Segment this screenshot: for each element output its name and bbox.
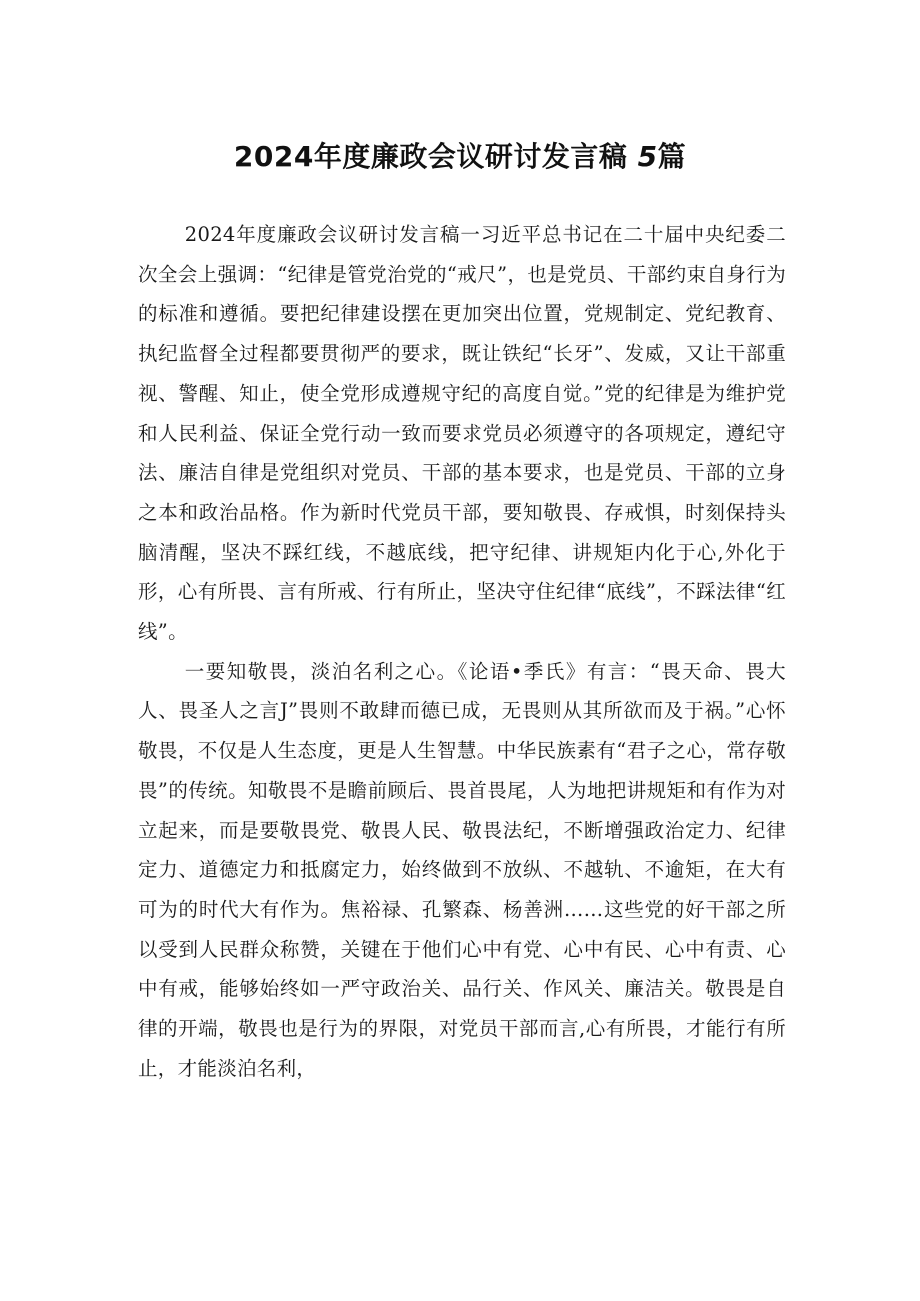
document-body bbox=[138, 215, 786, 1088]
document-title bbox=[0, 137, 920, 177]
title-main: 2024年度廉政会议研讨发言稿 bbox=[233, 139, 628, 173]
title-count: 5 bbox=[637, 139, 658, 173]
paragraph-intro: 2024年度廉政会议研讨发言稿一习近平总书记在二十届中央纪委二次全会上强调：“纪律是管党治党的“戒尺”，也是党员、干部约束自身行为的标准和遵循。要把纪律建设摆在更加突出位置，党规制定、党纪教育、执纪监督全过程都要贯彻严的要求，既让铁纪“长牙”、发威，又让干部重视、警醒、知止，使全党形成遵规守纪的高度自觉。”党的纪律是为维护党和人民利益、保证全党行动一致而要求党员必须遵守的各项规定，遵纪守法、廉洁自律是党组织对党员、干部的基本要求，也是党员、干部的立身之本和政治品格。作为新时代党员干部，要知敬畏、存戒惧，时刻保持头脑清醒，坚决不踩红线，不越底线，把守纪律、讲规矩内化于心,外化于形，心有所畏、言有所戒、行有所止，坚决守住纪律“底线”，不踩法律“红线”。 bbox=[138, 223, 786, 644]
title-suffix: 篇 bbox=[657, 139, 687, 173]
paragraph-point-one: 一要知敬畏，淡泊名利之心。《论语•季氏》有言：“畏天命、畏大人、畏圣人之言J”畏则不敢肆而德已成，无畏则从其所欲而及于祸。”心怀敬畏，不仅是人生态度，更是人生智慧。中华民族素有“君子之心，常存敬畏”的传统。知敬畏不是瞻前顾后、畏首畏尾，人为地把讲规矩和有作为对立起来，而是要敬畏党、敬畏人民、敬畏法纪，不断增强政治定力、纪律定力、道德定力和抵腐定力，始终做到不放纵、不越轨、不逾矩，在大有可为的时代大有作为。焦裕禄、孔繁森、杨善洲……这些党的好干部之所以受到人民群众称赞，关键在于他们心中有党、心中有民、心中有责、心中有戒，能够始终如一严守政治关、品行关、作风关、廉洁关。敬畏是自律的开端，敬畏也是行为的界限，对党员干部而言,心有所畏，才能行有所止，才能淡泊名利， bbox=[138, 659, 786, 1080]
